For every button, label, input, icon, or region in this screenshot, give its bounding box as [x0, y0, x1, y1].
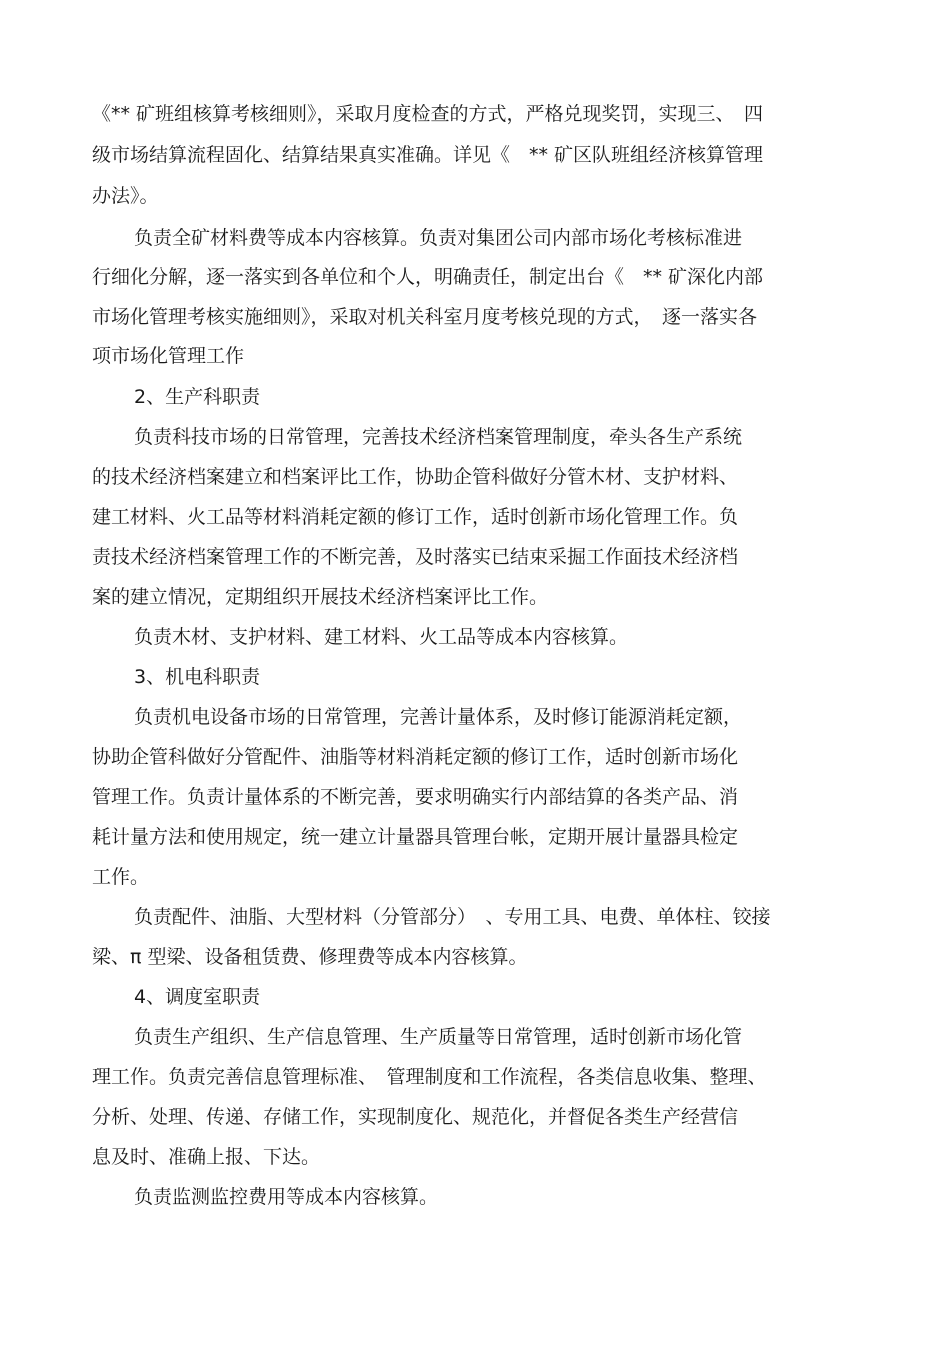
- text-line: 负责监测监控费用等成本内容核算。: [134, 1186, 439, 1208]
- text-line: 工作。: [92, 866, 150, 888]
- text-line: 耗计量方法和使用规定，统一建立计量器具管理台帐，定期开展计量器具检定: [92, 826, 739, 848]
- text-line: 办法》。: [92, 185, 159, 207]
- text-line: 案的建立情况，定期组织开展技术经济档案评比工作。: [92, 586, 549, 608]
- text-line: 理工作。负责完善信息管理标准、 管理制度和工作流程，各类信息收集、整理、: [92, 1066, 767, 1088]
- text-line: 管理工作。负责计量体系的不断完善，要求明确实行内部结算的各类产品、消: [92, 786, 739, 808]
- text-line: 息及时、准确上报、下达。: [92, 1146, 321, 1168]
- text-line: 《** 矿班组核算考核细则》，采取月度检查的方式，严格兑现奖罚，实现三、 四: [92, 103, 764, 125]
- text-line: 负责科技市场的日常管理，完善技术经济档案管理制度，牵头各生产系统: [134, 426, 743, 448]
- text-line: 负责机电设备市场的日常管理，完善计量体系，及时修订能源消耗定额，: [134, 706, 743, 728]
- text-line: 梁、π 型梁、设备租赁费、修理费等成本内容核算。: [92, 946, 528, 968]
- text-line: 责技术经济档案管理工作的不断完善，及时落实已结束采掘工作面技术经济档: [92, 546, 739, 568]
- section-heading: 4、调度室职责: [134, 986, 261, 1008]
- text-line: 市场化管理考核实施细则》，采取对机关科室月度考核兑现的方式， 逐一落实各: [92, 306, 758, 328]
- text-line: 负责全矿材料费等成本内容核算。负责对集团公司内部市场化考核标准进: [134, 227, 743, 249]
- text-line: 的技术经济档案建立和档案评比工作，协助企管科做好分管木材、支护材料、: [92, 466, 739, 488]
- section-heading: 3、机电科职责: [134, 666, 261, 688]
- text-line: 级市场结算流程固化、结算结果真实准确。详见《 ** 矿区队班组经济核算管理: [92, 144, 764, 166]
- text-line: 建工材料、火工品等材料消耗定额的修订工作，适时创新市场化管理工作。负: [92, 506, 739, 528]
- text-line: 负责木材、支护材料、建工材料、火工品等成本内容核算。: [134, 626, 629, 648]
- text-line: 行细化分解，逐一落实到各单位和个人，明确责任，制定出台《 ** 矿深化内部: [92, 266, 764, 288]
- section-heading: 2、生产科职责: [134, 386, 261, 408]
- text-line: 分析、处理、传递、存储工作，实现制度化、规范化，并督促各类生产经营信: [92, 1106, 739, 1128]
- text-line: 协助企管科做好分管配件、油脂等材料消耗定额的修订工作，适时创新市场化: [92, 746, 739, 768]
- text-line: 负责配件、油脂、大型材料（分管部分） 、专用工具、电费、单体柱、铰接: [134, 906, 771, 928]
- text-line: 项市场化管理工作: [92, 345, 245, 367]
- text-line: 负责生产组织、生产信息管理、生产质量等日常管理，适时创新市场化管: [134, 1026, 743, 1048]
